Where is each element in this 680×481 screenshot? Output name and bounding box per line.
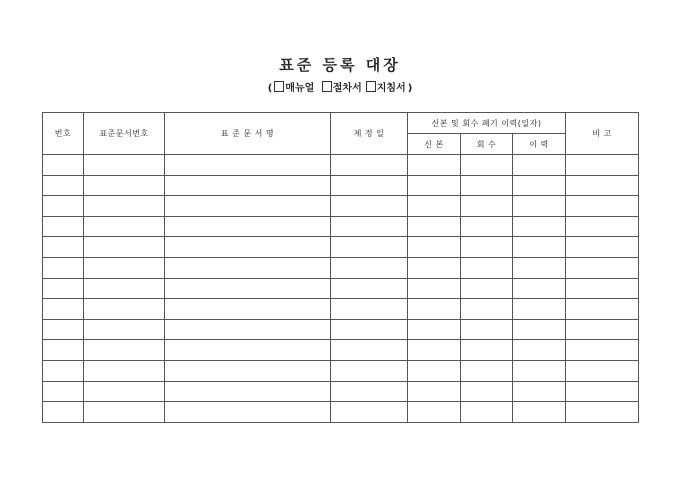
- cell-enacted-date[interactable]: [331, 237, 408, 258]
- cell-no[interactable]: [43, 196, 84, 217]
- cell-remarks[interactable]: [566, 278, 639, 299]
- cell-recall[interactable]: [461, 402, 513, 423]
- checkbox-guideline[interactable]: [366, 81, 376, 92]
- cell-enacted-date[interactable]: [331, 340, 408, 361]
- table-row: [43, 340, 639, 361]
- cell-recall[interactable]: [461, 237, 513, 258]
- cell-new-version[interactable]: [408, 360, 461, 381]
- header-enacted-date: 제 정 일: [331, 113, 408, 155]
- cell-new-version[interactable]: [408, 381, 461, 402]
- cell-doc-name[interactable]: [165, 319, 331, 340]
- header-history-group: 신본 및 회수 폐기 이력(일자): [408, 113, 566, 134]
- cell-enacted-date[interactable]: [331, 278, 408, 299]
- cell-remarks[interactable]: [566, 216, 639, 237]
- cell-remarks[interactable]: [566, 381, 639, 402]
- cell-recall[interactable]: [461, 196, 513, 217]
- table-row: [43, 402, 639, 423]
- option-guideline-label: 지침서: [376, 83, 406, 94]
- cell-new-version[interactable]: [408, 278, 461, 299]
- table-body: [43, 155, 639, 423]
- cell-enacted-date[interactable]: [331, 216, 408, 237]
- cell-remarks[interactable]: [566, 402, 639, 423]
- cell-doc-no[interactable]: [84, 381, 165, 402]
- subtitle-close-paren: ): [407, 83, 413, 94]
- header-remarks: 비 고: [566, 113, 639, 155]
- cell-new-version[interactable]: [408, 257, 461, 278]
- cell-recall[interactable]: [461, 381, 513, 402]
- cell-doc-no[interactable]: [84, 216, 165, 237]
- cell-recall[interactable]: [461, 360, 513, 381]
- checkbox-manual[interactable]: [274, 81, 284, 92]
- option-manual[interactable]: [274, 83, 314, 94]
- cell-doc-name[interactable]: [165, 360, 331, 381]
- cell-remarks[interactable]: [566, 196, 639, 217]
- checkbox-procedure[interactable]: [322, 81, 332, 92]
- option-procedure[interactable]: [322, 83, 362, 94]
- cell-doc-name[interactable]: [165, 278, 331, 299]
- cell-new-version[interactable]: [408, 155, 461, 176]
- cell-doc-name[interactable]: [165, 257, 331, 278]
- cell-new-version[interactable]: [408, 299, 461, 320]
- cell-doc-no[interactable]: [84, 155, 165, 176]
- header-doc-no: 표준문서번호: [84, 113, 165, 155]
- cell-doc-no[interactable]: [84, 299, 165, 320]
- table-row: [43, 299, 639, 320]
- cell-doc-no[interactable]: [84, 237, 165, 258]
- header-recall: 회 수: [461, 134, 513, 155]
- table-row: [43, 278, 639, 299]
- register-table: [42, 112, 639, 423]
- cell-no[interactable]: [43, 319, 84, 340]
- cell-new-version[interactable]: [408, 319, 461, 340]
- cell-remarks[interactable]: [566, 319, 639, 340]
- cell-recall[interactable]: [461, 278, 513, 299]
- cell-recall[interactable]: [461, 175, 513, 196]
- subtitle-open-paren: (: [267, 83, 273, 94]
- cell-new-version[interactable]: [408, 340, 461, 361]
- cell-doc-name[interactable]: [165, 381, 331, 402]
- header-history: 이 력: [513, 134, 566, 155]
- option-manual-label: 매뉴얼: [285, 83, 315, 94]
- cell-doc-name[interactable]: [165, 340, 331, 361]
- cell-enacted-date[interactable]: [331, 360, 408, 381]
- cell-history[interactable]: [513, 257, 566, 278]
- cell-remarks[interactable]: [566, 175, 639, 196]
- cell-new-version[interactable]: [408, 237, 461, 258]
- cell-doc-no[interactable]: [84, 175, 165, 196]
- cell-remarks[interactable]: [566, 257, 639, 278]
- cell-no[interactable]: [43, 278, 84, 299]
- option-procedure-label: 절차서: [332, 83, 362, 94]
- cell-enacted-date[interactable]: [331, 299, 408, 320]
- cell-no[interactable]: [43, 175, 84, 196]
- cell-new-version[interactable]: [408, 175, 461, 196]
- table-row: [43, 360, 639, 381]
- cell-doc-name[interactable]: [165, 155, 331, 176]
- table-row: [43, 216, 639, 237]
- cell-remarks[interactable]: [566, 360, 639, 381]
- table-row: [43, 319, 639, 340]
- cell-history[interactable]: [513, 360, 566, 381]
- cell-no[interactable]: [43, 299, 84, 320]
- cell-enacted-date[interactable]: [331, 319, 408, 340]
- table-row: [43, 237, 639, 258]
- table-row: [43, 381, 639, 402]
- header-no: 번호: [43, 113, 84, 155]
- cell-no[interactable]: [43, 360, 84, 381]
- cell-no[interactable]: [43, 216, 84, 237]
- table-row: [43, 175, 639, 196]
- cell-remarks[interactable]: [566, 237, 639, 258]
- cell-enacted-date[interactable]: [331, 257, 408, 278]
- document-type-options: [0, 79, 680, 94]
- table-row: [43, 196, 639, 217]
- cell-recall[interactable]: [461, 257, 513, 278]
- cell-doc-name[interactable]: [165, 216, 331, 237]
- cell-history[interactable]: [513, 155, 566, 176]
- cell-no[interactable]: [43, 340, 84, 361]
- header-new-version: 신 본: [408, 134, 461, 155]
- cell-new-version[interactable]: [408, 196, 461, 217]
- cell-doc-no[interactable]: [84, 360, 165, 381]
- cell-doc-name[interactable]: [165, 299, 331, 320]
- cell-history[interactable]: [513, 196, 566, 217]
- cell-recall[interactable]: [461, 340, 513, 361]
- table-row: [43, 155, 639, 176]
- cell-doc-no[interactable]: [84, 196, 165, 217]
- cell-doc-name[interactable]: [165, 175, 331, 196]
- cell-no[interactable]: [43, 237, 84, 258]
- cell-no[interactable]: [43, 402, 84, 423]
- cell-enacted-date[interactable]: [331, 402, 408, 423]
- cell-history[interactable]: [513, 216, 566, 237]
- cell-history[interactable]: [513, 299, 566, 320]
- header-doc-name: 표 준 문 서 명: [165, 113, 331, 155]
- cell-doc-no[interactable]: [84, 402, 165, 423]
- cell-doc-no[interactable]: [84, 257, 165, 278]
- cell-history[interactable]: [513, 237, 566, 258]
- cell-history[interactable]: [513, 319, 566, 340]
- cell-enacted-date[interactable]: [331, 155, 408, 176]
- cell-recall[interactable]: [461, 216, 513, 237]
- cell-recall[interactable]: [461, 299, 513, 320]
- cell-recall[interactable]: [461, 155, 513, 176]
- cell-history[interactable]: [513, 175, 566, 196]
- cell-remarks[interactable]: [566, 299, 639, 320]
- cell-recall[interactable]: [461, 319, 513, 340]
- cell-doc-name[interactable]: [165, 237, 331, 258]
- cell-new-version[interactable]: [408, 216, 461, 237]
- cell-new-version[interactable]: [408, 402, 461, 423]
- cell-remarks[interactable]: [566, 340, 639, 361]
- option-guideline[interactable]: [366, 83, 406, 94]
- cell-no[interactable]: [43, 155, 84, 176]
- cell-doc-name[interactable]: [165, 196, 331, 217]
- cell-history[interactable]: [513, 381, 566, 402]
- cell-enacted-date[interactable]: [331, 381, 408, 402]
- cell-no[interactable]: [43, 257, 84, 278]
- cell-history[interactable]: [513, 278, 566, 299]
- cell-doc-no[interactable]: [84, 340, 165, 361]
- cell-doc-name[interactable]: [165, 402, 331, 423]
- cell-history[interactable]: [513, 340, 566, 361]
- table-row: [43, 257, 639, 278]
- cell-enacted-date[interactable]: [331, 175, 408, 196]
- cell-enacted-date[interactable]: [331, 196, 408, 217]
- cell-history[interactable]: [513, 402, 566, 423]
- cell-remarks[interactable]: [566, 155, 639, 176]
- cell-doc-no[interactable]: [84, 278, 165, 299]
- cell-no[interactable]: [43, 381, 84, 402]
- document-title: 표준 등록 대장: [279, 56, 401, 74]
- cell-doc-no[interactable]: [84, 319, 165, 340]
